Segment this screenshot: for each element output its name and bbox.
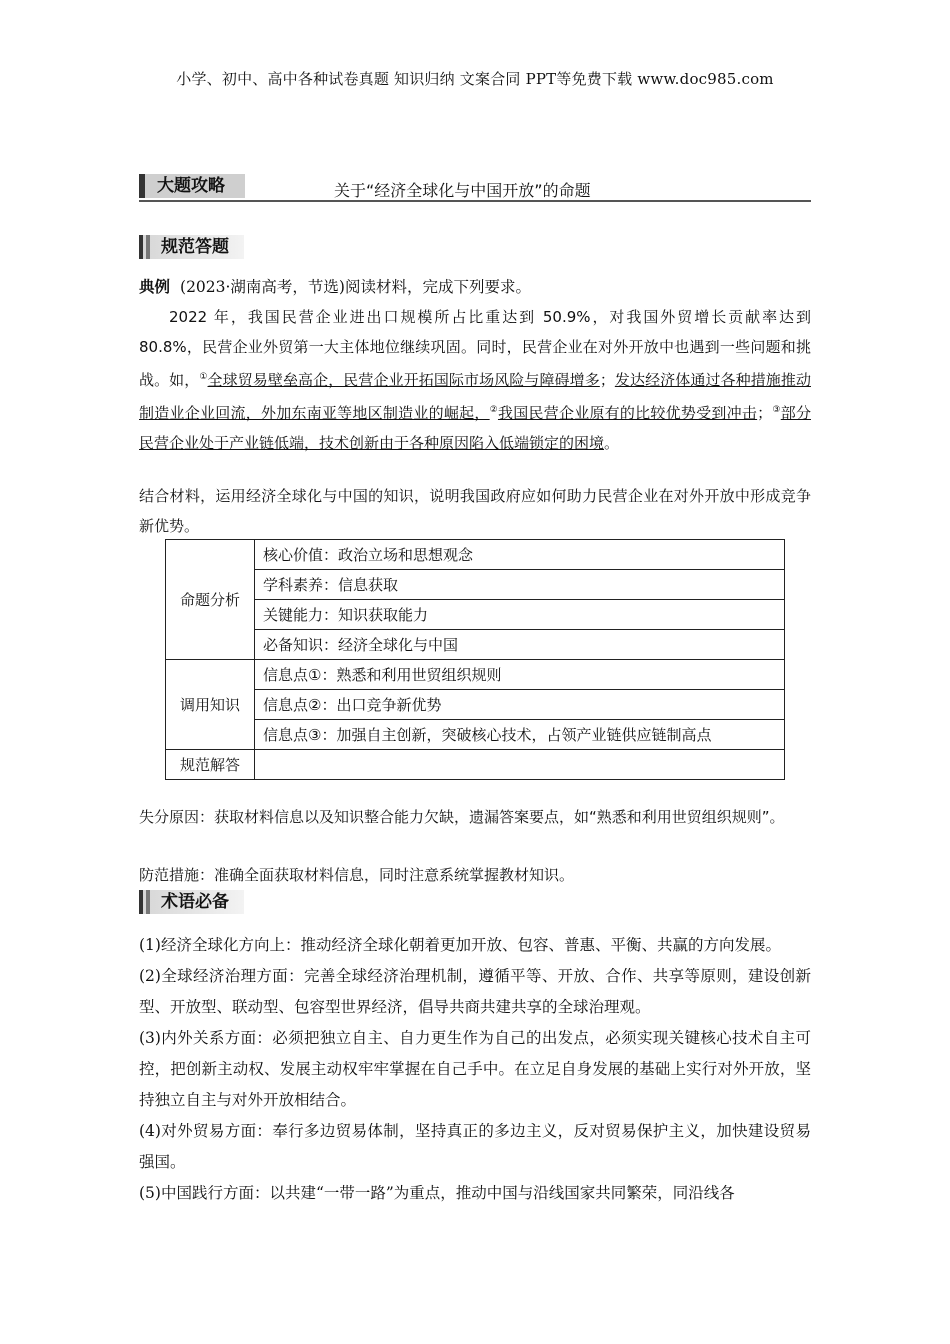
- table-cell: 信息点②：出口竞争新优势: [255, 690, 785, 720]
- section-heading-text: 术语必备: [161, 892, 229, 912]
- underlined-text: 部分民营企业处于产业链低端，技术创新由于各种原因陷入低端锁定的困境: [139, 404, 811, 452]
- term-item: (1)经济全球化方向上：推动经济全球化朝着更加开放、包容、普惠、平衡、共赢的方向发展。: [139, 936, 781, 954]
- heading-bar: [146, 235, 150, 259]
- example-label: 典例: [139, 278, 171, 296]
- material-text: 2022 年，我国民营企业进出口规模所占比重达到 50.9%，对我国外贸增长贡献率达到 80.8%，民营企业外贸第一大主体地位继续巩固。同时，民营企业在对外开放中也遇到一些问题和挑战。如，: [139, 308, 811, 389]
- term-item: (3)内外关系方面：必须把独立自主、自力更生作为自己的出发点，必须实现关键核心技术自主可控，把创新主动权、发展主动权牢牢掌握在自己手中。在立足自身发展的基础上实行对外开放，坚持独立自主与对外开放相结合。: [139, 1029, 811, 1109]
- table-row: [166, 630, 785, 660]
- section-heading-terms: [139, 890, 244, 914]
- question-text: 结合材料，运用经济全球化与中国的知识，说明我国政府应如何助力民营企业在对外开放中形成竞争新优势。: [139, 487, 811, 535]
- heading-bar: [139, 890, 143, 914]
- term-item: (5)中国践行方面：以共建“一带一路”为重点，推动中国与沿线国家共同繁荣，同沿线各: [139, 1184, 735, 1202]
- material-paragraph: [139, 302, 811, 458]
- example-source: (2023·湖南高考，节选)阅读材料，完成下列要求。: [180, 278, 531, 296]
- table-row: [166, 660, 785, 690]
- section-heading-standard-answer: [139, 235, 244, 259]
- table-cell: 学科素养：信息获取: [255, 570, 785, 600]
- table-row: [166, 570, 785, 600]
- marker-1: ①: [199, 372, 208, 382]
- heading-bar: [146, 890, 150, 914]
- banner-tag: 大题攻略: [139, 174, 245, 198]
- material-end: 。: [604, 434, 620, 452]
- answer-cell: [255, 750, 785, 780]
- separator: ；: [599, 371, 615, 389]
- loss-reason: 失分原因：获取材料信息以及知识整合能力欠缺，遗漏答案要点，如“熟悉和利用世贸组织规则”。: [139, 808, 785, 826]
- site-header: 小学、初中、高中各种试卷真题 知识归纳 文案合同 PPT等免费下载 www.doc985.com: [176, 70, 774, 88]
- table-row: [166, 690, 785, 720]
- table-row: [166, 720, 785, 750]
- table-cell: 信息点③：加强自主创新，突破核心技术，占领产业链供应链制高点: [255, 720, 785, 750]
- table-row: [166, 600, 785, 630]
- underlined-text: 全球贸易壁垒高企，民营企业开拓国际市场风险与障碍增多: [207, 371, 600, 389]
- answer-label: 规范解答: [166, 750, 255, 780]
- term-item: (2)全球经济治理方面：完善全球经济治理机制，遵循平等、开放、合作、共享等原则，建设创新型、开放型、联动型、包容型世界经济，倡导共商共建共享的全球治理观。: [139, 967, 811, 1016]
- table-cell: 核心价值：政治立场和思想观念: [255, 540, 785, 570]
- marker-2: ②: [489, 405, 498, 415]
- analysis-label: 命题分析: [166, 540, 255, 660]
- separator: ；: [757, 404, 773, 422]
- underlined-text: 我国民营企业原有的比较优势受到冲击: [497, 404, 758, 422]
- banner-title: 关于“经济全球化与中国开放”的命题: [334, 181, 591, 200]
- terms-list: [139, 930, 811, 1209]
- prevention: 防范措施：准确全面获取材料信息，同时注意系统掌握教材知识。: [139, 866, 575, 884]
- analysis-table: [165, 539, 785, 780]
- knowledge-label: 调用知识: [166, 660, 255, 750]
- table-cell: 信息点①：熟悉和利用世贸组织规则: [255, 660, 785, 690]
- topic-banner: [139, 172, 811, 202]
- table-row: [166, 540, 785, 570]
- example-line: [139, 272, 811, 302]
- marker-3: ③: [772, 405, 781, 415]
- term-item: (4)对外贸易方面：奉行多边贸易体制，坚持真正的多边主义，反对贸易保护主义，加快建设贸易强国。: [139, 1122, 811, 1171]
- table-row: [166, 750, 785, 780]
- section-heading-text: 规范答题: [161, 237, 229, 257]
- table-cell: 必备知识：经济全球化与中国: [255, 630, 785, 660]
- heading-bar: [139, 235, 143, 259]
- table-cell: 关键能力：知识获取能力: [255, 600, 785, 630]
- underlined-text: 发达经济体通过各种措施推动制造业企业回流，外加东南亚等地区制造业的崛起，: [139, 371, 811, 422]
